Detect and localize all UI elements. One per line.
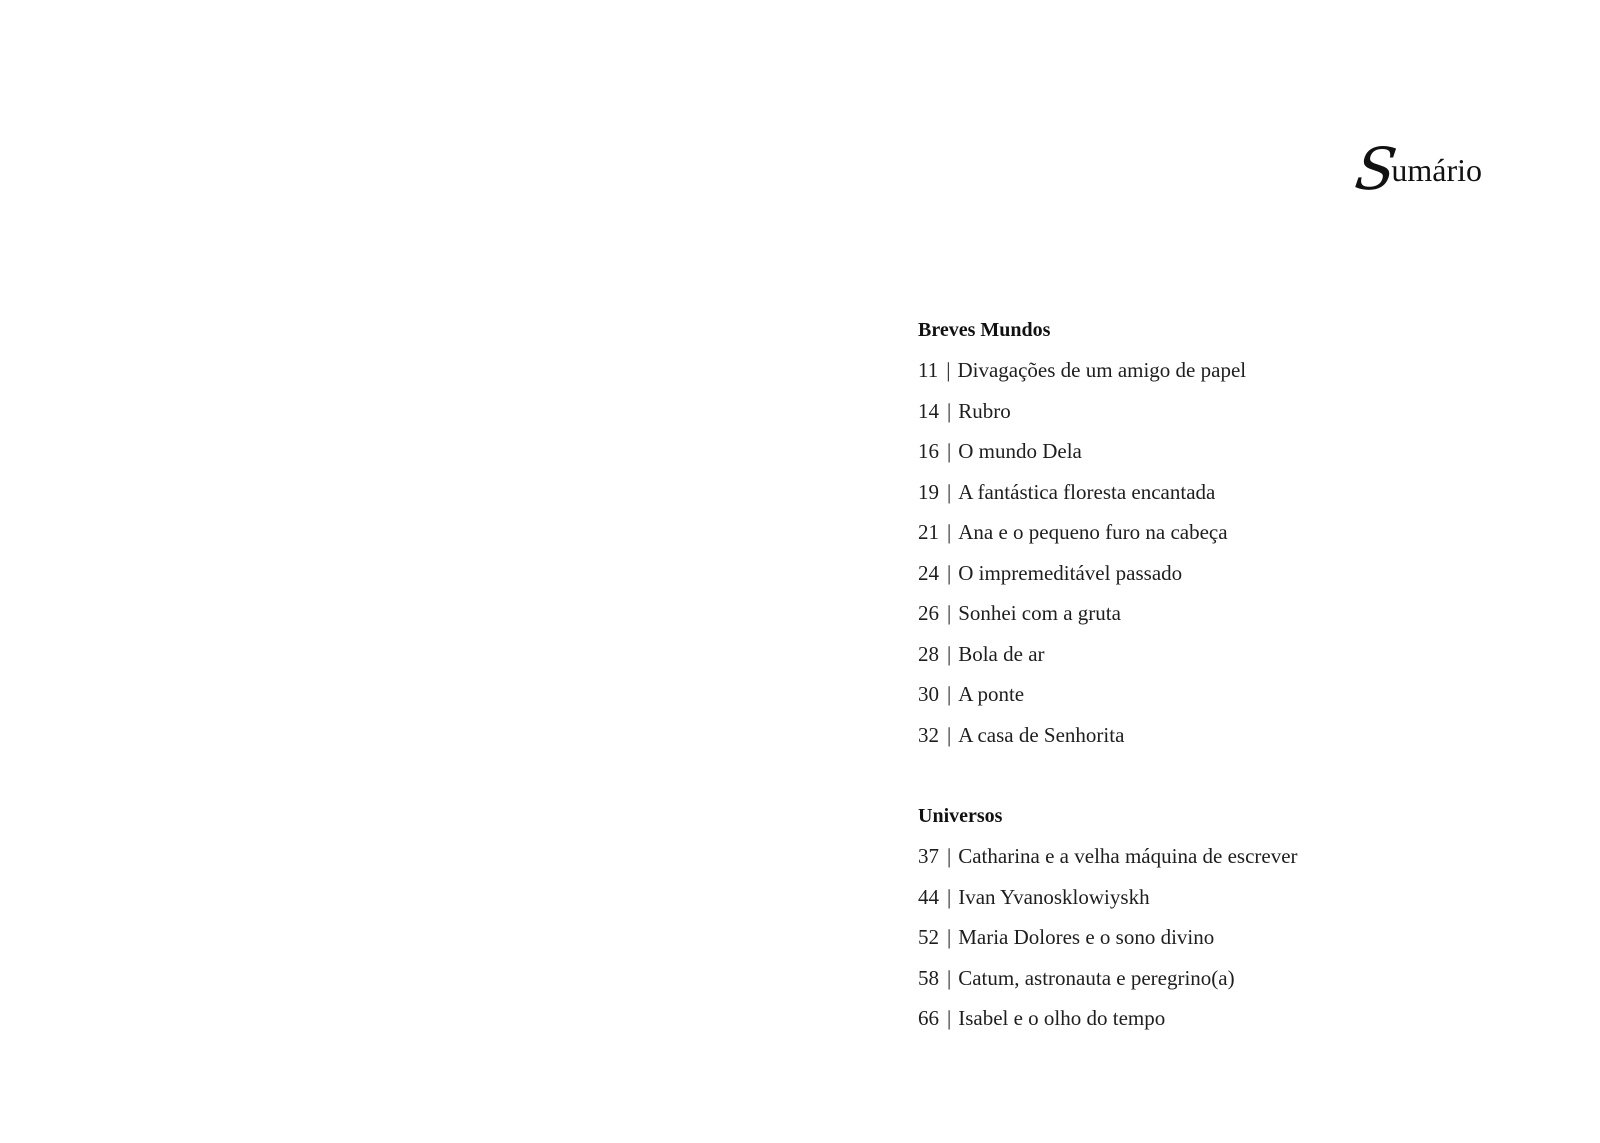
entry-page-number: 66 [918, 1006, 939, 1030]
entry-page-number: 30 [918, 682, 939, 706]
section-heading: Breves Mundos [918, 319, 1051, 341]
entry-page-number: 19 [918, 479, 939, 504]
entry-page-number: 24 [918, 560, 939, 585]
toc-entry[interactable] [918, 884, 1478, 928]
entry-separator: | [947, 965, 952, 990]
entry-page-number: 26 [918, 601, 939, 625]
entry-separator: | [947, 439, 952, 463]
toc-entry[interactable] [918, 479, 1478, 523]
entry-separator: | [947, 560, 952, 585]
toc-entry[interactable] [918, 1008, 1478, 1049]
title-initial: S [1350, 134, 1401, 203]
right-page [800, 0, 1600, 1143]
entry-page-number: 11 [918, 358, 939, 382]
title-rest: umário [1391, 152, 1482, 188]
toc-entry[interactable] [918, 641, 1478, 685]
entry-page-number: 52 [918, 925, 939, 949]
toc-entry[interactable] [918, 360, 1478, 401]
entry-page-number: 16 [918, 439, 939, 463]
entry-title: A casa de Senhorita [958, 722, 1125, 747]
section-heading: Universos [918, 805, 1003, 827]
entry-title: Maria Dolores e o sono divino [958, 925, 1215, 949]
entry-page-number: 37 [918, 844, 939, 868]
entry-separator: | [947, 925, 952, 949]
toc-entry[interactable] [918, 722, 1478, 766]
table-of-contents [918, 320, 1478, 1049]
entry-title: O mundo Dela [958, 439, 1082, 463]
toc-entry[interactable] [918, 560, 1478, 604]
toc-entry[interactable] [918, 927, 1478, 968]
entry-page-number: 58 [918, 965, 939, 990]
entry-separator: | [947, 884, 952, 909]
toc-entry[interactable] [918, 965, 1478, 1009]
toc-section-universos [918, 806, 1478, 1049]
toc-section-breves-mundos [918, 320, 1478, 765]
entry-title: O impremeditável passado [958, 560, 1183, 585]
entry-separator: | [947, 641, 952, 666]
entry-title: Ivan Yvanosklowiyskh [958, 884, 1150, 909]
entry-separator: | [947, 520, 952, 544]
toc-entry[interactable] [918, 522, 1478, 563]
entry-title: Ana e o pequeno furo na cabeça [958, 520, 1228, 544]
toc-entry[interactable] [918, 398, 1478, 442]
entry-title: Catharina e a velha máquina de escrever [958, 844, 1298, 868]
entry-title: Sonhei com a gruta [958, 601, 1121, 625]
entry-title: Rubro [958, 398, 1011, 423]
entry-separator: | [947, 398, 952, 423]
entry-separator: | [947, 844, 952, 868]
toc-entry[interactable] [918, 846, 1478, 887]
entry-separator: | [947, 479, 952, 504]
page-title [1350, 108, 1482, 203]
entry-separator: | [946, 358, 951, 382]
entry-title: Divagações de um amigo de papel [957, 358, 1247, 382]
entry-page-number: 14 [918, 398, 939, 423]
entry-title: Isabel e o olho do tempo [958, 1006, 1166, 1030]
entry-title: A ponte [958, 682, 1025, 706]
entry-separator: | [947, 682, 952, 706]
entry-page-number: 44 [918, 884, 939, 909]
entry-title: Bola de ar [958, 641, 1045, 666]
entry-page-number: 28 [918, 641, 939, 666]
entry-separator: | [947, 1006, 952, 1030]
entry-title: A fantástica floresta encantada [958, 479, 1216, 504]
entry-separator: | [947, 722, 952, 747]
entry-page-number: 21 [918, 520, 939, 544]
toc-entry[interactable] [918, 441, 1478, 482]
entry-separator: | [947, 601, 952, 625]
toc-entry[interactable] [918, 603, 1478, 644]
entry-page-number: 32 [918, 722, 939, 747]
toc-entry[interactable] [918, 684, 1478, 725]
entry-title: Catum, astronauta e peregrino(a) [958, 965, 1235, 990]
